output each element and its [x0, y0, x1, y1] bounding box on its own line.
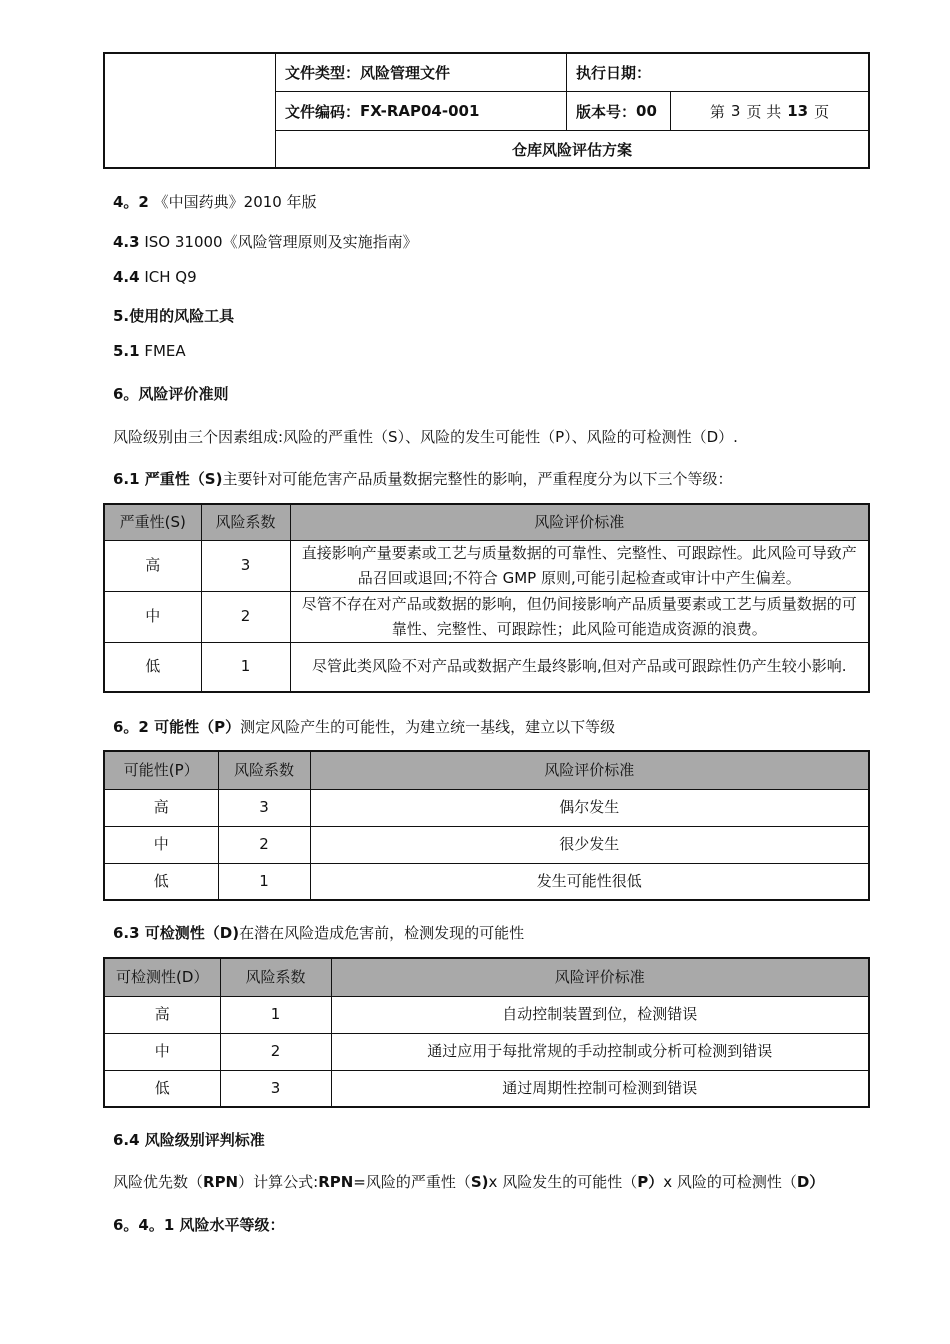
version: 版本号： 00	[576, 102, 657, 121]
criteria-cell: 自动控制装置到位，检测错误	[331, 996, 869, 1033]
section-6-4-1: 6。4。1 风险水平等级：	[113, 1216, 285, 1234]
level-cell: 高	[104, 789, 218, 826]
section-5-heading: 5.使用的风险工具	[113, 307, 235, 325]
section-6-3: 6.3 可检测性（D)在潜在风险造成危害前，检测发现的可能性	[113, 924, 525, 942]
table-header-row	[104, 751, 869, 789]
level-cell: 中	[104, 591, 201, 642]
criteria-cell: 通过应用于每批常规的手动控制或分析可检测到错误	[331, 1033, 869, 1070]
rpn-formula: 风险优先数（RPN）计算公式:RPN=风险的严重性（S)x 风险发生的可能性（P）x 风险的可检测性（D）	[113, 1173, 825, 1191]
section-6-4: 6.4 风险级别评判标准	[113, 1131, 265, 1149]
exec-date: 执行日期：	[576, 64, 652, 82]
table-row	[104, 996, 869, 1033]
header-cell: 可检测性(D）	[104, 958, 220, 996]
severity-table	[103, 503, 870, 693]
coefficient-cell: 2	[218, 826, 310, 863]
table-row	[104, 863, 869, 900]
coefficient-cell: 2	[201, 591, 290, 642]
level-cell: 低	[104, 1070, 220, 1107]
table-row	[104, 642, 869, 692]
ref-4-2: 4。2 《中国药典》2010 年版	[113, 193, 317, 211]
criteria-cell: 发生可能性很低	[310, 863, 869, 900]
section-6-1: 6.1 严重性（S)主要针对可能危害产品质量数据完整性的影响，严重程度分为以下三个等级：	[113, 470, 733, 488]
criteria-cell: 尽管不存在对产品或数据的影响，但仍间接影响产品质量要素或工艺与质量数据的可靠性、完整性、可跟踪性；此风险可能造成资源的浪费。	[290, 591, 869, 642]
doc-code: 文件编码： FX-RAP04-001	[285, 102, 480, 121]
level-cell: 低	[104, 642, 201, 692]
coefficient-cell: 3	[220, 1070, 331, 1107]
level-cell: 中	[104, 1033, 220, 1070]
header-cell: 风险评价标准	[331, 958, 869, 996]
level-cell: 高	[104, 996, 220, 1033]
ref-4-3: 4.3 ISO 31000《风险管理原则及实施指南》	[113, 233, 418, 251]
level-cell: 低	[104, 863, 218, 900]
document-header	[103, 52, 870, 169]
document-title: 仓库风险评估方案	[511, 140, 632, 159]
section-6-2: 6。2 可能性（P）测定风险产生的可能性，为建立统一基线，建立以下等级	[113, 718, 616, 736]
table-header-row	[104, 958, 869, 996]
table-row	[104, 540, 869, 591]
table-row	[104, 826, 869, 863]
criteria-cell: 尽管此类风险不对产品或数据产生最终影响,但对产品或可跟踪性仍产生较小影响.	[290, 642, 869, 692]
coefficient-cell: 1	[220, 996, 331, 1033]
criteria-cell: 很少发生	[310, 826, 869, 863]
criteria-cell: 偶尔发生	[310, 789, 869, 826]
coefficient-cell: 3	[201, 540, 290, 591]
coefficient-cell: 1	[218, 863, 310, 900]
header-cell: 可能性(P）	[104, 751, 218, 789]
section-6-heading: 6。风险评价准则	[113, 385, 229, 403]
section-6-intro: 风险级别由三个因素组成:风险的严重性（S）、风险的发生可能性（P）、风险的可检测性（D）.	[113, 428, 738, 446]
coefficient-cell: 3	[218, 789, 310, 826]
header-cell: 风险系数	[220, 958, 331, 996]
table-row	[104, 1070, 869, 1107]
criteria-cell: 直接影响产量要素或工艺与质量数据的可靠性、完整性、可跟踪性。此风险可导致产品召回或退回;不符合 GMP 原则,可能引起检查或审计中产生偏差。	[290, 540, 869, 591]
probability-table	[103, 750, 870, 901]
table-row	[104, 591, 869, 642]
header-cell: 严重性(S)	[104, 504, 201, 540]
level-cell: 高	[104, 540, 201, 591]
doc-type: 文件类型：风险管理文件	[285, 64, 451, 82]
header-cell: 风险系数	[218, 751, 310, 789]
ref-4-4: 4.4 ICH Q9	[113, 268, 197, 286]
section-5-1: 5.1 FMEA	[113, 342, 186, 360]
criteria-cell: 通过周期性控制可检测到错误	[331, 1070, 869, 1107]
level-cell: 中	[104, 826, 218, 863]
coefficient-cell: 1	[201, 642, 290, 692]
page-number: 第 3 页 共 13 页	[709, 102, 830, 121]
coefficient-cell: 2	[220, 1033, 331, 1070]
detectability-table	[103, 957, 870, 1108]
header-cell: 风险系数	[201, 504, 290, 540]
table-row	[104, 789, 869, 826]
table-header-row	[104, 504, 869, 540]
table-row	[104, 1033, 869, 1070]
header-cell: 风险评价标准	[310, 751, 869, 789]
header-cell: 风险评价标准	[290, 504, 869, 540]
